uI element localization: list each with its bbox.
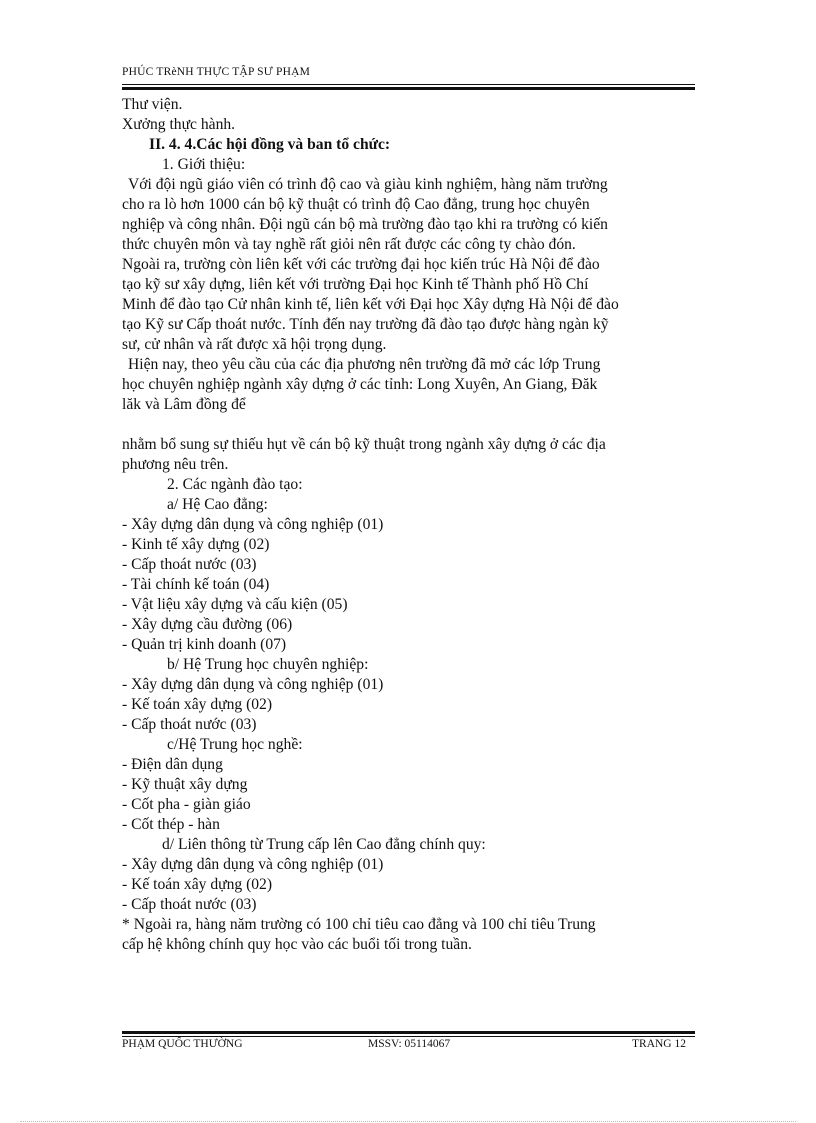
body-line: Xưởng thực hành.: [122, 116, 236, 133]
list-item: - Kinh tế xây dựng (02): [122, 536, 270, 553]
list-item: - Quản trị kinh doanh (07): [122, 636, 287, 653]
paragraph-line: thức chuyên môn và tay nghề rất giỏi nên rất được các công ty chào đón.: [122, 236, 576, 253]
list-title: b/ Hệ Trung học chuyên nghiệp:: [167, 656, 369, 673]
page-break-gap: [122, 415, 697, 435]
list-item: - Kế toán xây dựng (02): [122, 876, 273, 893]
header-rule: [122, 84, 695, 85]
list-item: - Cấp thoát nước (03): [122, 896, 257, 913]
list-item: - Điện dân dụng: [122, 756, 223, 773]
list-item: - Tài chính kế toán (04): [122, 576, 270, 593]
list-item: - Cấp thoát nước (03): [122, 556, 257, 573]
footer-rule-thick: [122, 1031, 695, 1034]
subsection-title: 2. Các ngành đào tạo:: [167, 476, 303, 493]
list-title: d/ Liên thông từ Trung cấp lên Cao đẳng chính quy:: [162, 836, 486, 853]
footer-student-id: MSSV: 05114067: [368, 1038, 451, 1050]
list-title: c/Hệ Trung học nghề:: [167, 736, 303, 753]
footer-author-name: PHẠM QUỐC THƯỜNG: [122, 1038, 243, 1050]
paragraph-line: nhằm bổ sung sự thiếu hụt về cán bộ kỹ thuật trong ngành xây dựng ở các địa: [122, 436, 606, 453]
list-item: - Vật liệu xây dựng và cấu kiện (05): [122, 596, 348, 613]
paragraph-line: tạo kỹ sư xây dựng, liên kết với trường Đại học Kinh tế Thành phố Hồ Chí: [122, 276, 589, 293]
page-bottom-border: [20, 1121, 796, 1122]
header-title: PHÚC TRèNH THỰC TẬP SƯ PHẠM: [122, 66, 311, 78]
paragraph-line: cho ra lò hơn 1000 cán bộ kỹ thuật có trình độ Cao đẳng, trung học chuyên: [122, 196, 590, 213]
list-item: - Cấp thoát nước (03): [122, 716, 257, 733]
list-item: - Kỹ thuật xây dựng: [122, 776, 248, 793]
subsection-title: 1. Giới thiệu:: [162, 156, 246, 173]
paragraph-line: phương nêu trên.: [122, 456, 229, 473]
body-line: Thư viện.: [122, 96, 183, 113]
list-item: - Kế toán xây dựng (02): [122, 696, 273, 713]
list-item: - Xây dựng dân dụng và công nghiệp (01): [122, 856, 384, 873]
paragraph-line: Với đội ngũ giáo viên có trình độ cao và giàu kinh nghiệm, hàng năm trường: [128, 176, 608, 193]
header-rule-thick: [122, 87, 695, 90]
list-title: a/ Hệ Cao đẳng:: [167, 496, 268, 513]
paragraph-line: Ngoài ra, trường còn liên kết với các trường đại học kiến trúc Hà Nội để đào: [122, 256, 600, 273]
paragraph-line: tạo Kỹ sư Cấp thoát nước. Tính đến nay trường đã đào tạo được hàng ngàn kỹ: [122, 316, 609, 333]
note-line: cấp hệ không chính quy học vào các buổi tối trong tuần.: [122, 936, 472, 953]
paragraph-line: nghiệp và công nhân. Đội ngũ cán bộ mà trường đào tạo khi ra trường có kiến: [122, 216, 608, 233]
footer-rule: [122, 1036, 695, 1037]
paragraph-line: Hiện nay, theo yêu cầu của các địa phương nên trường đã mở các lớp Trung: [128, 356, 601, 373]
paragraph-line: sư, cử nhân và rất được xã hội trọng dụng.: [122, 336, 387, 353]
list-item: - Xây dựng dân dụng và công nghiệp (01): [122, 676, 384, 693]
list-item: - Cốt pha - giàn giáo: [122, 796, 251, 813]
paragraph-line: lăk và Lâm đồng để: [122, 396, 246, 413]
list-item: - Cốt thép - hàn: [122, 816, 220, 833]
paragraph-line: học chuyên nghiệp ngành xây dựng ở các tỉnh: Long Xuyên, An Giang, Đăk: [122, 376, 598, 393]
list-item: - Xây dựng cầu đường (06): [122, 616, 293, 633]
section-heading: II. 4. 4.Các hội đồng và ban tổ chức:: [149, 136, 391, 153]
footer-page-number: TRANG 12: [632, 1038, 686, 1050]
document-body: [122, 95, 697, 955]
paragraph-line: Minh để đào tạo Cử nhân kinh tế, liên kết với Đại học Xây dựng Hà Nội để đào: [122, 296, 619, 313]
list-item: - Xây dựng dân dụng và công nghiệp (01): [122, 516, 384, 533]
note-line: * Ngoài ra, hàng năm trường có 100 chỉ tiêu cao đẳng và 100 chỉ tiêu Trung: [122, 916, 596, 933]
